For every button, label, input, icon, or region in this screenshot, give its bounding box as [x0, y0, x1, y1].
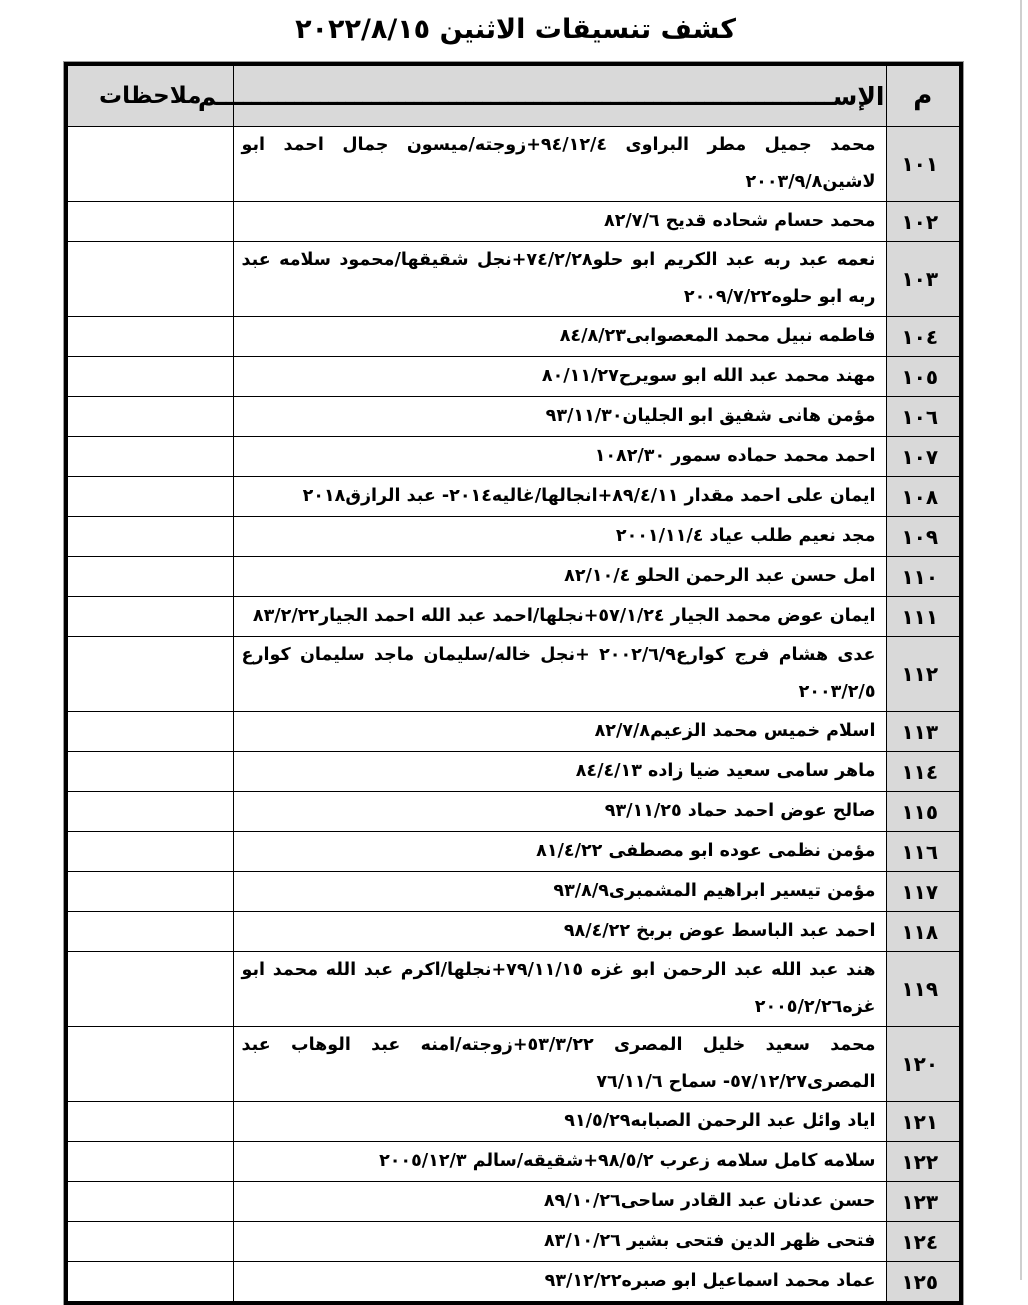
row-serial-number: ١٠٣: [886, 242, 961, 317]
row-notes-cell: [66, 317, 233, 357]
row-notes-cell: [66, 952, 233, 1027]
row-name-text: عدى هشام فرج كوارع٢٠٠٢/٦/٩ +نجل خاله/سليمان ماجد سليمان كوارع ٢٠٠٣/٢/٥: [233, 637, 886, 712]
table-header-row: [66, 64, 961, 127]
table-row: [66, 1102, 961, 1142]
row-name-text: اياد وائل عبد الرحمن الصبابه٩١/٥/٢٩: [233, 1102, 886, 1142]
row-notes-cell: [66, 1027, 233, 1102]
row-serial-number: ١٠٨: [886, 477, 961, 517]
table-row: [66, 1142, 961, 1182]
row-serial-number: ١١٥: [886, 792, 961, 832]
table-row: [66, 1262, 961, 1304]
row-name-text: اسلام خميس محمد الزعيم٨٢/٧/٨: [233, 712, 886, 752]
table-row: [66, 202, 961, 242]
row-serial-number: ١٠٦: [886, 397, 961, 437]
row-serial-number: ١١٠: [886, 557, 961, 597]
row-name-text: سلامه كامل سلامه زعرب ٩٨/٥/٢+شقيقه/سالم ٢٠٠٥/١٢/٣: [233, 1142, 886, 1182]
row-serial-number: ١٢٤: [886, 1222, 961, 1262]
row-serial-number: ١٢٣: [886, 1182, 961, 1222]
coordination-list-table: [64, 62, 963, 1305]
table-row: [66, 872, 961, 912]
row-name-text: حسن عدنان عبد القادر ساحى٨٩/١٠/٢٦: [233, 1182, 886, 1222]
row-serial-number: ١١٤: [886, 752, 961, 792]
row-name-text: فتحى ظهر الدين فتحى بشير ٨٣/١٠/٢٦: [233, 1222, 886, 1262]
row-name-text: محمد سعيد خليل المصرى ٥٣/٣/٢٢+زوجته/امنه عبد الوهاب عبد المصرى٥٧/١٢/٢٧- سماح ٧٦/١١/٦: [233, 1027, 886, 1102]
row-serial-number: ١١٩: [886, 952, 961, 1027]
row-name-text: مجد نعيم طلب عياد ٢٠٠١/١١/٤: [233, 517, 886, 557]
roster-body: [66, 127, 961, 1304]
table-row: [66, 1027, 961, 1102]
row-serial-number: ١٠١: [886, 127, 961, 202]
row-notes-cell: [66, 752, 233, 792]
table-row: [66, 397, 961, 437]
row-notes-cell: [66, 637, 233, 712]
table-row: [66, 637, 961, 712]
table-row: [66, 792, 961, 832]
row-name-text: امل حسن عبد الرحمن الحلو ٨٢/١٠/٤: [233, 557, 886, 597]
row-serial-number: ١١٣: [886, 712, 961, 752]
row-serial-number: ١٢٠: [886, 1027, 961, 1102]
table-row: [66, 437, 961, 477]
row-name-text: احمد محمد حماده سمور ١٠٨٢/٣٠: [233, 437, 886, 477]
table-row: [66, 1222, 961, 1262]
row-notes-cell: [66, 242, 233, 317]
row-notes-cell: [66, 437, 233, 477]
table-row: [66, 712, 961, 752]
row-notes-cell: [66, 1182, 233, 1222]
row-serial-number: ١١٦: [886, 832, 961, 872]
row-notes-cell: [66, 477, 233, 517]
row-notes-cell: [66, 1102, 233, 1142]
row-notes-cell: [66, 127, 233, 202]
row-name-text: احمد عبد الباسط عوض بربخ ٩٨/٤/٢٢: [233, 912, 886, 952]
table-row: [66, 912, 961, 952]
table-row: [66, 1182, 961, 1222]
row-serial-number: ١١٧: [886, 872, 961, 912]
column-header-name: الإســــــــــــــــــــــــــــــــــــــــــــــــــــــــــــــــــــــــم: [233, 64, 886, 127]
row-notes-cell: [66, 1222, 233, 1262]
row-serial-number: ١١٨: [886, 912, 961, 952]
row-name-text: عماد محمد اسماعيل ابو صبره٩٣/١٢/٢٢: [233, 1262, 886, 1304]
row-serial-number: ١٠٥: [886, 357, 961, 397]
row-notes-cell: [66, 397, 233, 437]
table-row: [66, 952, 961, 1027]
page-title: كشف تنسيقات الاثنين ٢٠٢٢/٨/١٥: [295, 14, 736, 45]
row-serial-number: ١٢١: [886, 1102, 961, 1142]
table-row: [66, 357, 961, 397]
row-serial-number: ١٢٥: [886, 1262, 961, 1304]
row-serial-number: ١٢٢: [886, 1142, 961, 1182]
column-header-notes: ملاحظات: [66, 64, 233, 127]
table-row: [66, 597, 961, 637]
row-serial-number: ١٠٤: [886, 317, 961, 357]
row-name-text: مؤمن نظمى عوده ابو مصطفى ٨١/٤/٢٢: [233, 832, 886, 872]
row-serial-number: ١٠٢: [886, 202, 961, 242]
row-name-text: مهند محمد عبد الله ابو سويرح٨٠/١١/٢٧: [233, 357, 886, 397]
row-notes-cell: [66, 557, 233, 597]
table-row: [66, 832, 961, 872]
row-name-text: هند عبد الله عبد الرحمن ابو غزه ٧٩/١١/١٥+نجلها/اكرم عبد الله محمد ابو غزه٢٠٠٥/٢/٢٦: [233, 952, 886, 1027]
row-name-text: مؤمن تيسير ابراهيم المشمبرى٩٣/٨/٩: [233, 872, 886, 912]
row-serial-number: ١٠٧: [886, 437, 961, 477]
row-serial-number: ١١٢: [886, 637, 961, 712]
table-row: [66, 127, 961, 202]
table-row: [66, 242, 961, 317]
column-header-serial: م: [886, 64, 961, 127]
row-name-text: محمد حسام شحاده قديح ٨٢/٧/٦: [233, 202, 886, 242]
table-row: [66, 517, 961, 557]
row-name-text: ايمان عوض محمد الجيار ٥٧/١/٢٤+نجلها/احمد عبد الله احمد الجيار٨٣/٢/٢٢: [233, 597, 886, 637]
row-name-text: فاطمه نبيل محمد المعصوابى٨٤/٨/٢٣: [233, 317, 886, 357]
table-row: [66, 752, 961, 792]
scan-edge-artifact: [1020, 0, 1022, 1280]
row-notes-cell: [66, 792, 233, 832]
row-notes-cell: [66, 1142, 233, 1182]
row-name-text: محمد جميل مطر البراوى ٩٤/١٢/٤+زوجته/ميسون جمال احمد ابو لاشين٢٠٠٣/٩/٨: [233, 127, 886, 202]
row-serial-number: ١١١: [886, 597, 961, 637]
row-notes-cell: [66, 357, 233, 397]
row-name-text: ايمان على احمد مقدار ٨٩/٤/١١+انجالها/غاليه٢٠١٤- عبد الرازق٢٠١٨: [233, 477, 886, 517]
row-name-text: ماهر سامى سعيد ضيا زاده ٨٤/٤/١٣: [233, 752, 886, 792]
row-notes-cell: [66, 712, 233, 752]
table-row: [66, 317, 961, 357]
row-serial-number: ١٠٩: [886, 517, 961, 557]
row-notes-cell: [66, 1262, 233, 1304]
table-row: [66, 557, 961, 597]
row-name-text: نعمه عبد ربه عبد الكريم ابو حلو٧٤/٢/٢٨+نجل شقيقها/محمود سلامه عبد ربه ابو حلوه٢٠٠٩/٧/٢٢: [233, 242, 886, 317]
row-notes-cell: [66, 832, 233, 872]
row-name-text: مؤمن هانى شفيق ابو الجليان٩٣/١١/٣٠: [233, 397, 886, 437]
row-notes-cell: [66, 872, 233, 912]
row-notes-cell: [66, 597, 233, 637]
row-notes-cell: [66, 912, 233, 952]
row-notes-cell: [66, 202, 233, 242]
row-name-text: صالح عوض احمد حماد ٩٣/١١/٢٥: [233, 792, 886, 832]
table-row: [66, 477, 961, 517]
row-notes-cell: [66, 517, 233, 557]
